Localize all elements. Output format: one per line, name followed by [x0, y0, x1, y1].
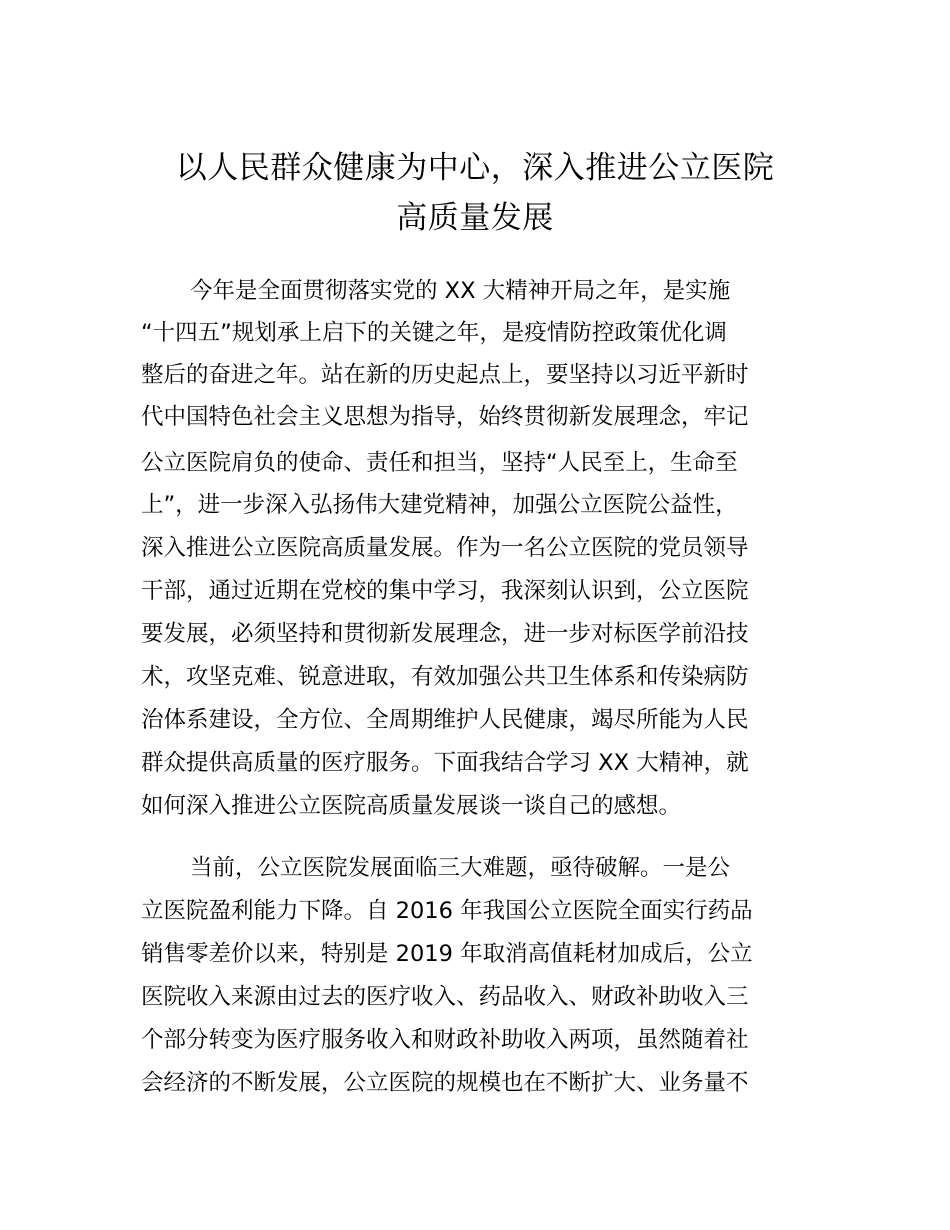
paragraph-1-line: 群众提供高质量的医疗服务。下面我结合学习 XX 大精神，就 — [141, 750, 749, 776]
paragraph-1-line: 如何深入推进公立医院高质量发展谈一谈自己的感想。 — [141, 793, 682, 819]
paragraph-2-line: 会经济的不断发展，公立医院的规模也在不断扩大、业务量不 — [141, 1070, 749, 1096]
paragraph-2-line: 销售零差价以来，特别是 2019 年取消高值耗材加成后，公立 — [141, 941, 753, 967]
paragraph-1-line: 治体系建设，全方位、全周期维护人民健康，竭尽所能为人民 — [141, 707, 749, 733]
paragraph-1-line: 要发展，必须坚持和贯彻新发展理念，进一步对标医学前沿技 — [141, 621, 749, 647]
paragraph-1-line: 术，攻坚克难、锐意进取，有效加强公共卫生体系和传染病防 — [141, 664, 749, 690]
paragraph-2-line: 医院收入来源由过去的医疗收入、药品收入、财政补助收入三 — [141, 984, 749, 1010]
paragraph-1-line: 深入推进公立医院高质量发展。作为一名公立医院的党员领导 — [141, 535, 749, 561]
paragraph-2-line: 个部分转变为医疗服务收入和财政补助收入两项，虽然随着社 — [141, 1027, 749, 1053]
paragraph-1-line: 整后的奋进之年。站在新的历史起点上，要坚持以习近平新时 — [141, 362, 749, 388]
paragraph-1-line: 干部，通过近期在党校的集中学习，我深刻认识到，公立医院 — [141, 578, 749, 604]
paragraph-2-line: 立医院盈利能力下降。自 2016 年我国公立医院全面实行药品 — [141, 898, 753, 924]
paragraph-1-line: “十四五”规划承上启下的关键之年，是疫情防控政策优化调 — [141, 320, 727, 346]
paragraph-1-line: 公立医院肩负的使命、责任和担当，坚持“人民至上，生命至 — [141, 450, 738, 476]
paragraph-2-line: 当前，公立医院发展面临三大难题，亟待破解。一是公 — [190, 855, 731, 881]
document-title-line-2: 高质量发展 — [396, 200, 554, 236]
paragraph-1-line: 今年是全面贯彻落实党的 XX 大精神开局之年，是实施 — [190, 278, 731, 304]
document-title-line-1: 以人民群众健康为中心，深入推进公立医院 — [175, 150, 775, 186]
paragraph-1-line: 上”，进一步深入弘扬伟大建党精神，加强公立医院公益性， — [141, 492, 738, 518]
paragraph-1-line: 代中国特色社会主义思想为指导，始终贯彻新发展理念，牢记 — [141, 404, 749, 430]
